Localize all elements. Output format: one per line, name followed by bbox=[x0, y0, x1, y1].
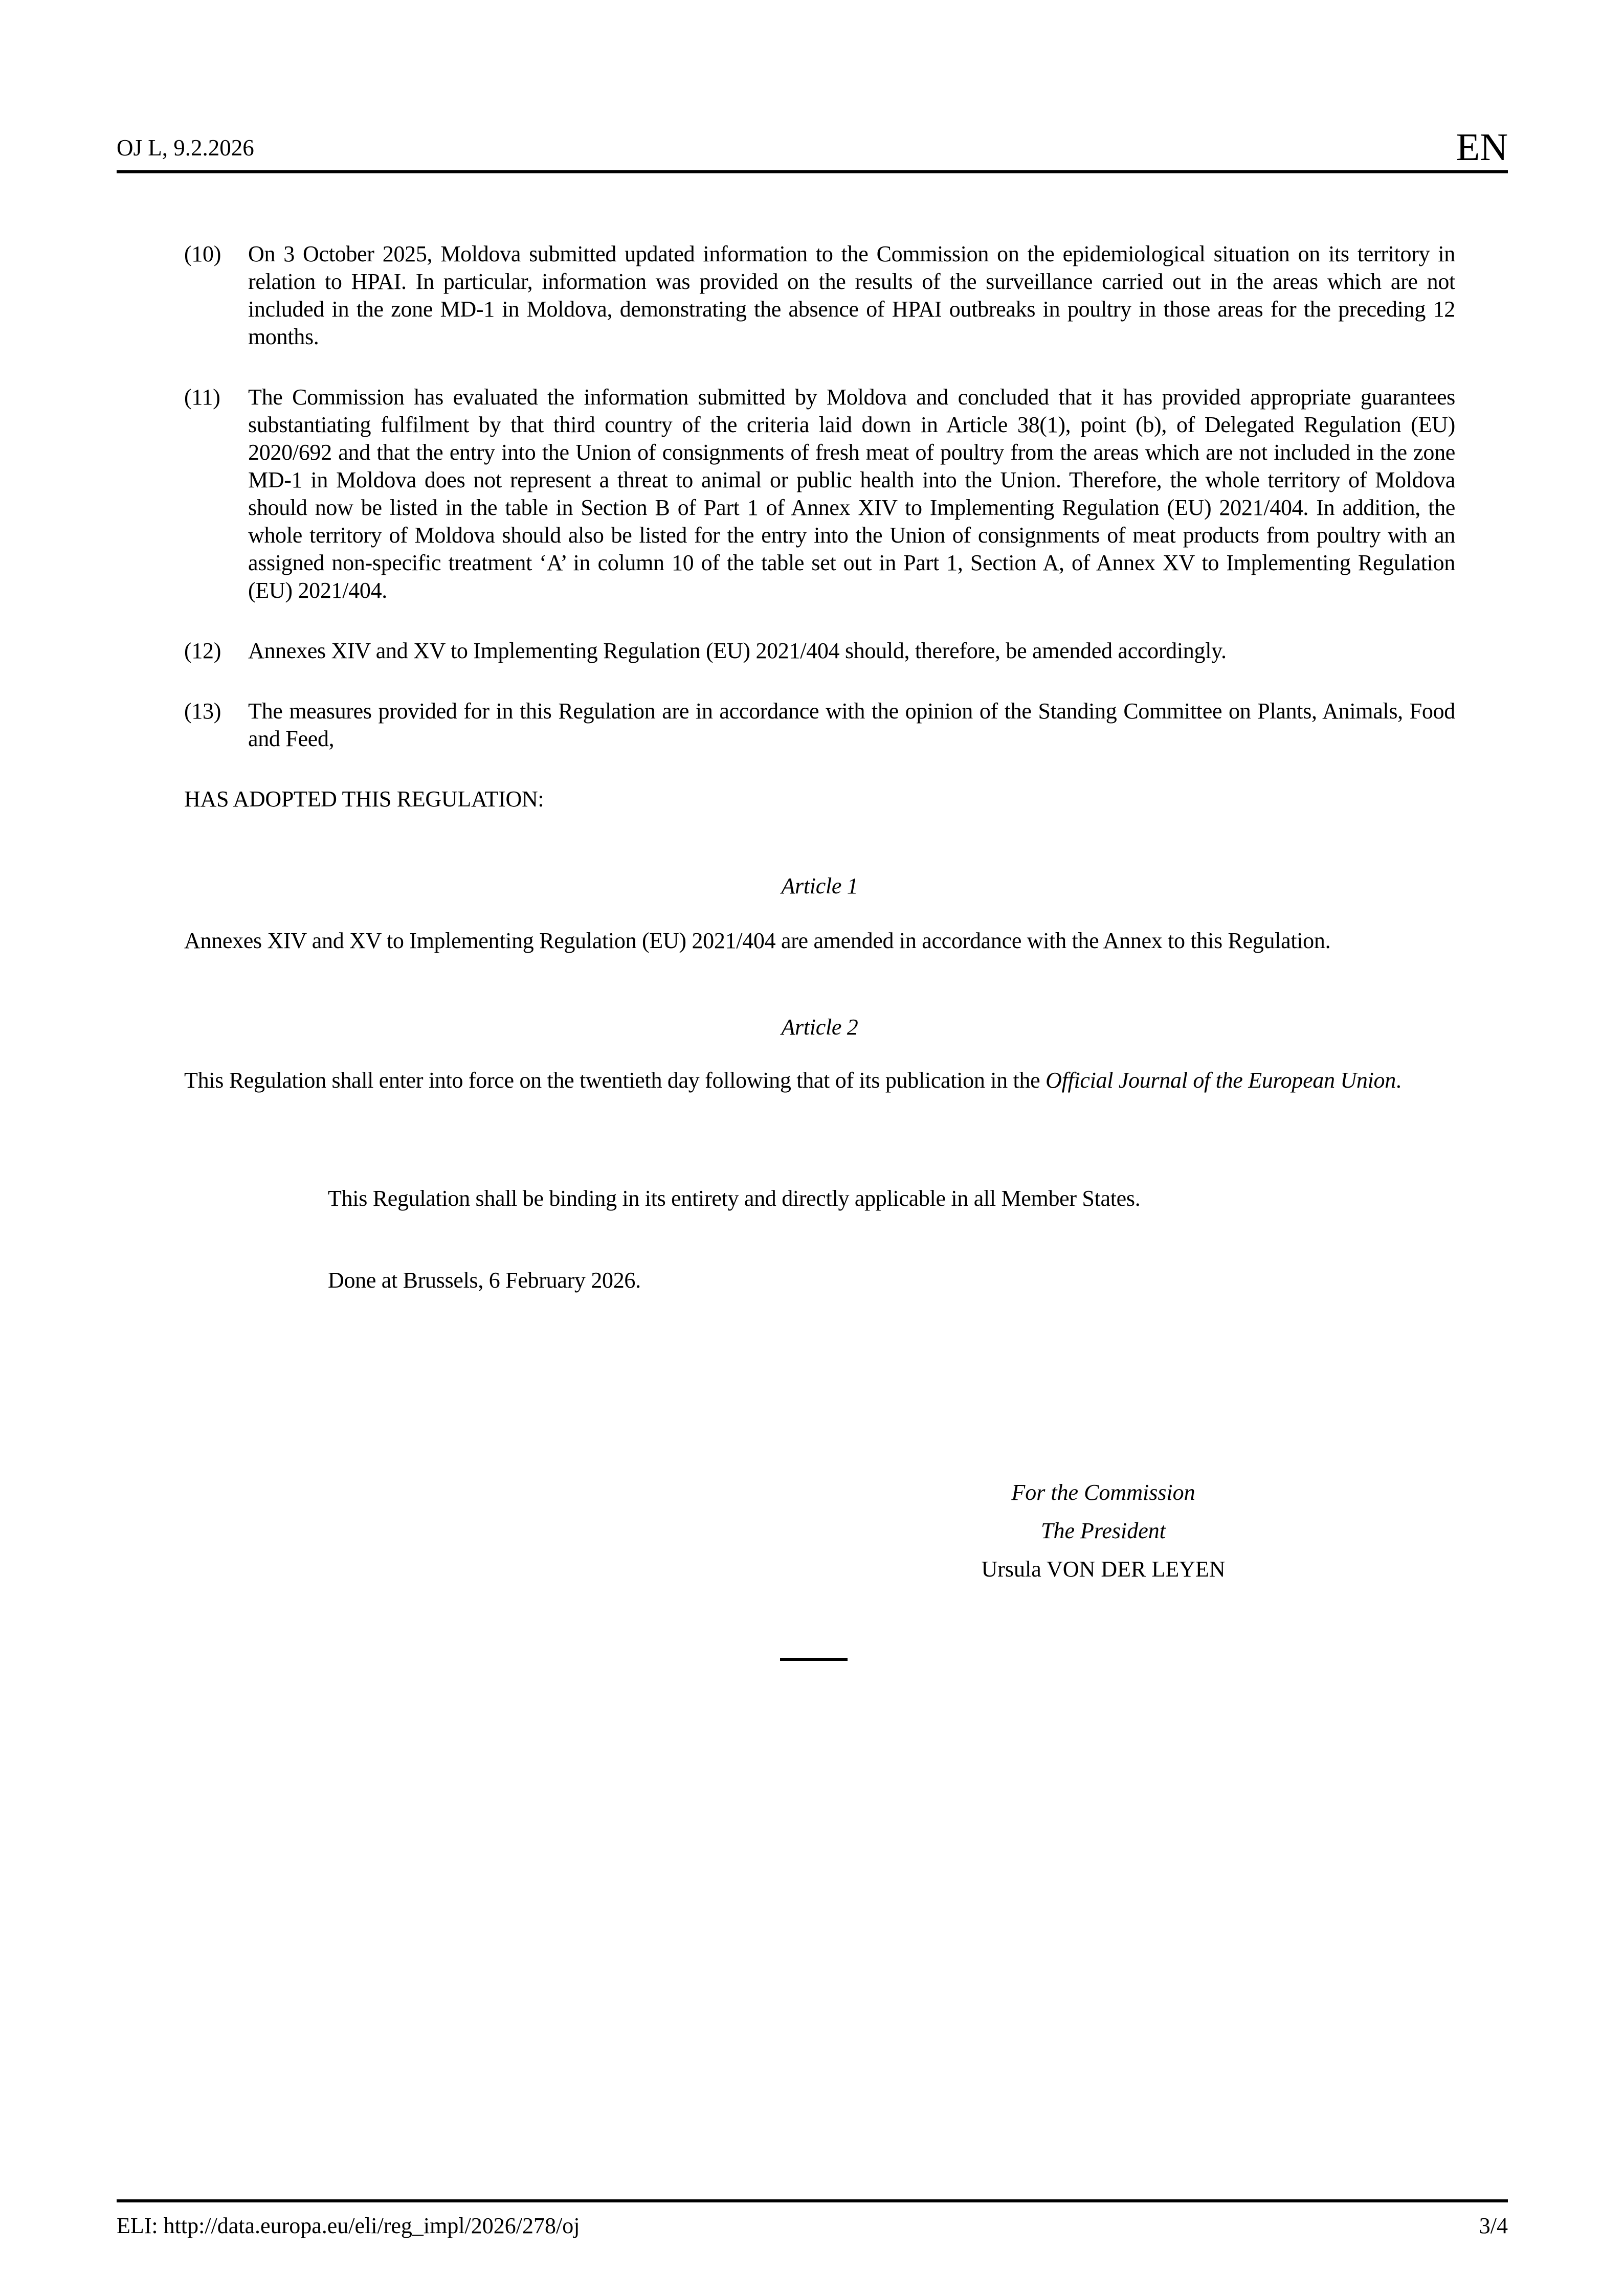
signature-on-behalf: For the Commission bbox=[1011, 1480, 1195, 1505]
footer-rule bbox=[117, 2199, 1508, 2202]
recital-item bbox=[184, 697, 1455, 753]
recital-text: The Commission has evaluated the information submitted by Moldova and concluded that it has provided appropriate guarantees substantiating fulfilment by that third country of the criteria laid down in Article 38(1), point (b), of Delegated Regulation (EU) 2020/692 and that the entry into the Union of consignments of fresh meat of poultry from the areas which are not included in the zone MD-1 in Moldova does not represent a threat to animal or public health into the Union. Therefore, the whole territory of Moldova should now be listed in the table in Section B of Part 1 of Annex XIV to Implementing Regulation (EU) 2021/404. In addition, the whole territory of Moldova should also be listed for the entry into the Union of consignments of meat products from poultry with an assigned non-specific treatment ‘A’ in column 10 of the table set out in Part 1, Section A, of Annex XV to Implementing Regulation (EU) 2021/404. bbox=[248, 385, 1455, 603]
official-journal-title: Official Journal of the European Union bbox=[1045, 1068, 1396, 1093]
header-language-code: EN bbox=[1456, 126, 1508, 169]
end-separator bbox=[780, 1658, 848, 1661]
header-oj-reference: OJ L, 9.2.2026 bbox=[117, 135, 254, 161]
adoption-formula: HAS ADOPTED THIS REGULATION: bbox=[184, 786, 544, 812]
recital-text: Annexes XIV and XV to Implementing Regulation (EU) 2021/404 should, therefore, be amended accordingly. bbox=[248, 638, 1227, 663]
recital-text: On 3 October 2025, Moldova submitted updated information to the Commission on the epidemiological situation on its territory in relation to HPAI. In particular, information was provided on the results of the surveillance carried out in the areas which are not included in the zone MD-1 in Moldova, demonstrating the absence of HPAI outbreaks in poultry in those areas for the preceding 12 months. bbox=[248, 241, 1455, 349]
recital-text: The measures provided for in this Regulation are in accordance with the opinion of the Standing Committee on Plants, Animals, Food and Feed, bbox=[248, 699, 1455, 751]
place-date-line: Done at Brussels, 6 February 2026. bbox=[328, 1268, 641, 1293]
recital-number: (12) bbox=[184, 638, 221, 663]
page-number: 3/4 bbox=[1479, 2213, 1508, 2238]
recital-number: (11) bbox=[184, 385, 220, 410]
binding-clause: This Regulation shall be binding in its entirety and directly applicable in all Member States. bbox=[328, 1186, 1141, 1211]
article-2-heading: Article 2 bbox=[781, 1015, 858, 1040]
header-rule bbox=[117, 170, 1508, 173]
signature-block bbox=[848, 1473, 1359, 1588]
article-2-body bbox=[184, 1067, 1455, 1094]
article-2-body-end: . bbox=[1395, 1068, 1401, 1093]
recital-number: (13) bbox=[184, 699, 221, 724]
recital-item bbox=[184, 637, 1455, 665]
signature-name: Ursula VON DER LEYEN bbox=[981, 1557, 1226, 1582]
eli-link[interactable]: ELI: http://data.europa.eu/eli/reg_impl/2026/278/oj bbox=[117, 2213, 580, 2238]
signature-role: The President bbox=[1041, 1518, 1166, 1543]
article-1-body: Annexes XIV and XV to Implementing Regulation (EU) 2021/404 are amended in accordance with the Annex to this Regulation. bbox=[184, 928, 1331, 953]
article-1-heading: Article 1 bbox=[781, 873, 858, 898]
recital-item bbox=[184, 240, 1455, 351]
article-2-body-start: This Regulation shall enter into force on the twentieth day following that of its publication in the bbox=[184, 1068, 1046, 1093]
recital-item bbox=[184, 384, 1455, 604]
page-footer bbox=[117, 2212, 1508, 2240]
recital-number: (10) bbox=[184, 241, 221, 266]
document-body bbox=[184, 240, 1455, 1294]
